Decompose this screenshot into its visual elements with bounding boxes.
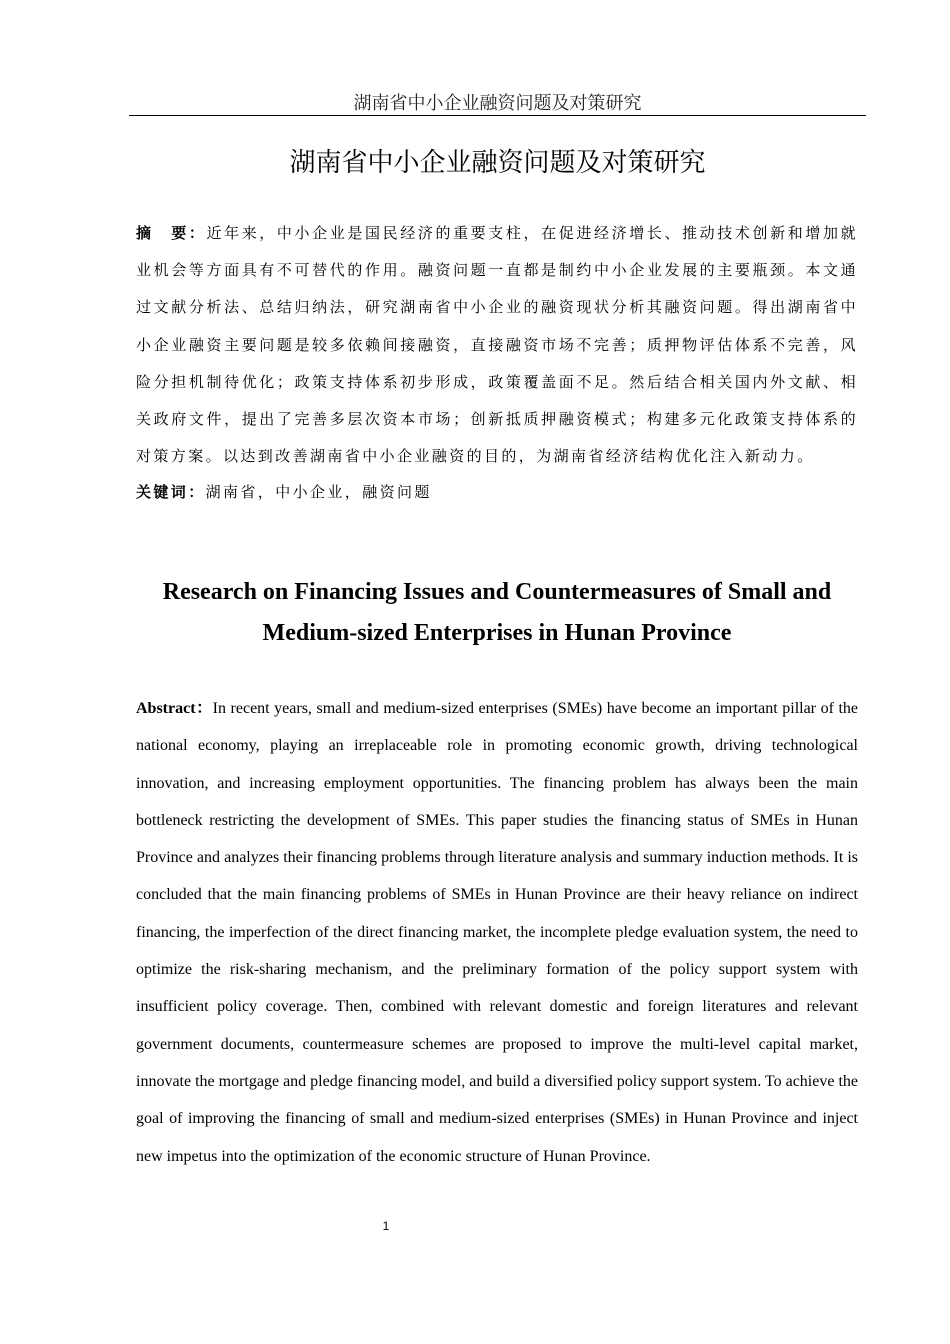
english-abstract-text: In recent years, small and medium-sized enterprises (SMEs) have become an important pillar of the national economy, playing an irreplaceable role in promoting economic growth, driving technological innovation, and increasing employment opportunities. The financing problem has always been the main bottleneck restricting the development of SMEs. This paper studies the financing status of SMEs in Hunan Province and analyzes their financing problems through literature analysis and summary induction methods. It is concluded that the main financing problems of SMEs in Hunan Province are their heavy reliance on indirect financing, the imperfection of the direct financing market, the incomplete pledge evaluation system, the need to optimize the risk-sharing mechanism, and the preliminary formation of the policy support system with insufficient policy coverage. Then, combined with relevant domestic and foreign literatures and relevant government documents, countermeasure schemes are proposed to improve the multi-level capital market, innovate the mortgage and pledge financing model, and build a diversified policy support system. To achieve the goal of improving the financing of small and medium-sized enterprises (SMEs) in Hunan Province and inject new impetus into the optimization of the economic structure of Hunan Province. [136,700,858,1165]
chinese-keywords-text: 湖南省，中小企业，融资问题 [205,483,432,501]
english-title-line1: Research on Financing Issues and Countermeasures of Small and [162,579,832,605]
english-abstract [136,690,858,1175]
english-title [136,572,858,654]
header-rule [129,115,866,116]
chinese-keywords-label: 关键词： [136,483,206,501]
chinese-keywords [136,474,858,511]
chinese-abstract-label: 摘 要： [136,224,207,242]
english-title-line2: Medium-sized Enterprises in Hunan Province [262,620,732,646]
chinese-abstract [136,215,858,475]
running-header: 湖南省中小企业融资问题及对策研究 [353,93,642,114]
page-number: 1 [382,1219,390,1233]
english-abstract-label: Abstract： [136,700,213,717]
chinese-title: 湖南省中小企业融资问题及对策研究 [289,148,706,178]
chinese-abstract-text: 近年来，中小企业是国民经济的重要支柱，在促进经济增长、推动技术创新和增加就业机会等方面具有不可替代的作用。融资问题一直都是制约中小企业发展的主要瓶颈。本文通过文献分析法、总结归纳法，研究湖南省中小企业的融资现状分析其融资问题。得出湖南省中小企业融资主要问题是较多依赖间接融资，直接融资市场不完善；质押物评估体系不完善，风险分担机制待优化；政策支持体系初步形成，政策覆盖面不足。然后结合相关国内外文献、相关政府文件，提出了完善多层次资本市场；创新抵质押融资模式；构建多元化政策支持体系的对策方案。以达到改善湖南省中小企业融资的目的，为湖南省经济结构优化注入新动力。 [136,224,858,466]
